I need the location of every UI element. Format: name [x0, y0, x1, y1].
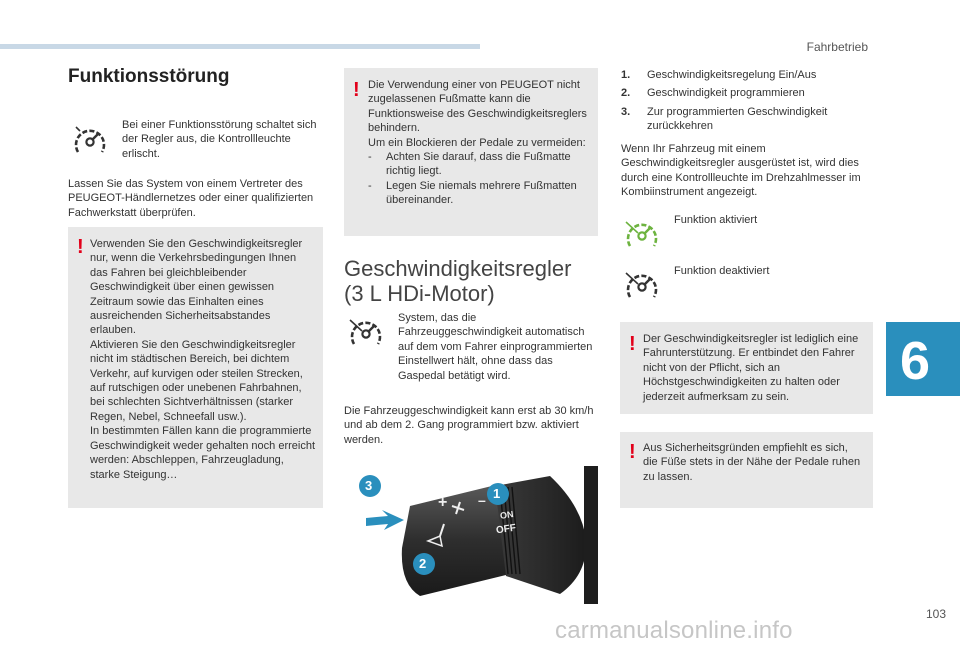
list-item: [621, 86, 861, 100]
watermark: carmanualsonline.info: [555, 617, 793, 644]
warning-box-right-2: [620, 432, 873, 508]
indicator-paragraph: Wenn Ihr Fahrzeug mit einem Geschwindigkeitsregler ausgerüstet ist, wird dies durch eine Kontrollleuchte im Drehzahlmesser im Kombiinstrument angezeigt.: [621, 143, 861, 199]
warning-box-middle: [344, 68, 598, 236]
indicator-on-label: Funktion aktiviert: [674, 214, 758, 226]
warning-icon: !: [629, 441, 636, 463]
warning-text-left: [90, 237, 316, 482]
floor-mat-bullet: - Achten Sie darauf, dass die Fußmatte richtig liegt.: [368, 150, 590, 179]
list-item-text: Geschwindigkeitsregelung Ein/Aus: [647, 69, 817, 81]
warning-left-line1: Verwenden Sie den Geschwindigkeitsregler nur, wenn die Verkehrsbedingungen Ihnen das Fahren bei gleichbleibender Geschwindigkeit über einen gewissen Zeitraum sowie das Einhalten eines ausreichenden Sicherheitsabstandes erlauben.: [90, 238, 303, 337]
cruise-control-paragraph: Die Fahrzeuggeschwindigkeit kann erst ab 30 km/h und ab dem 2. Gang programmiert bzw. aktiviert werden.: [344, 405, 594, 446]
warning-icon: !: [629, 333, 636, 355]
cruise-control-icon: [346, 314, 386, 354]
floor-mat-warning-intro: Die Verwendung einer von PEUGEOT nicht zugelassenen Fußmatte kann die Funktionsweise des Geschwindigkeitsreglers behindern.: [368, 79, 587, 135]
page-number: 103: [925, 607, 946, 621]
floor-mat-bullet: - Legen Sie niemals mehrere Fußmatten übereinander.: [368, 179, 590, 208]
indicator-off-label: Funktion deaktiviert: [674, 265, 770, 277]
list-item-number: 3.: [621, 105, 631, 118]
cruise-control-stalk-figure: [350, 466, 598, 604]
chapter-tab: [886, 322, 960, 396]
stalk-label-off: OFF: [495, 522, 517, 537]
stalk-label-minus: –: [478, 492, 486, 508]
callout-1: 1: [493, 486, 501, 501]
warning-icon: !: [77, 236, 84, 258]
warning-left-line3: In bestimmten Fällen kann die programmierte Geschwindigkeit weder gehalten noch erreicht werden: Abschleppen, Fahrzeugladung, starke Steigung…: [90, 425, 316, 481]
warning-text-right-1: Der Geschwindigkeitsregler ist lediglich eine Fahrunterstützung. Er entbindet den Fahrer nicht von der Pflicht, sich an Höchstgeschwindigkeiten zu halten oder jederzeit aufmerksam zu sein.: [643, 333, 859, 403]
list-item-number: 2.: [621, 87, 631, 100]
malfunction-paragraph: Lassen Sie das System von einem Vertreter des PEUGEOT-Händlernetzes oder einer qualifizierten Fachwerkstatt überprüfen.: [68, 178, 314, 219]
list-item-text: Zur programmierten Geschwindigkeit zurückkehren: [647, 105, 828, 133]
top-accent-bar: [0, 44, 480, 49]
stalk-label-plus: +: [438, 494, 448, 511]
control-list: [621, 68, 861, 134]
callout-3: 3: [365, 478, 373, 493]
floor-mat-bullets: [368, 150, 590, 208]
speedometer-grey-icon: [622, 267, 662, 307]
warning-text-middle: [368, 78, 590, 208]
list-item: [621, 68, 861, 82]
stalk-label-on: ON: [499, 509, 515, 521]
speedometer-green-icon: [622, 216, 662, 256]
warning-icon: !: [353, 79, 360, 101]
cruise-control-icon-text: System, das die Fahrzeuggeschwindigkeit automatisch auf dem vom Fahrer einprogrammierten Einstellwert hält, ohne dass das Gaspedal betätigt wird.: [398, 312, 593, 382]
warning-left-line2: Aktivieren Sie den Geschwindigkeitsregler nicht im städtischen Bereich, bei dichtem Verkehr, auf kurvigen oder steilen Strecken, auf rutschigen oder unebenen Fahrbahnen, bei schlechten Sichtverhältnissen (starker Regen, Nebel, Schneefall usw.).: [90, 338, 303, 423]
warning-text-right-2: Aus Sicherheitsgründen empfiehlt es sich, die Füße stets in der Nähe der Pedale ruhen zu lassen.: [643, 442, 861, 483]
section-header: Fahrbetrieb: [806, 40, 868, 54]
list-item-number: 1.: [621, 69, 631, 81]
list-item-text: Geschwindigkeit programmieren: [647, 87, 805, 100]
malfunction-icon-text: Bei einer Funktionsstörung schaltet sich der Regler aus, die Kontrollleuchte erlischt.: [122, 119, 317, 160]
callout-2: 2: [419, 556, 427, 571]
list-item: [621, 105, 861, 134]
chapter-number: 6: [900, 331, 931, 391]
title-funktionsstoerung: Funktionsstörung: [68, 66, 230, 87]
speedometer-icon: [70, 122, 110, 162]
warning-box-left: [68, 227, 323, 508]
warning-box-right-1: [620, 322, 873, 414]
floor-mat-warning-lead: Um ein Blockieren der Pedale zu vermeiden:: [368, 136, 586, 149]
title-geschwindigkeitsregler: Geschwindigkeitsregler (3 L HDi-Motor): [344, 256, 572, 306]
